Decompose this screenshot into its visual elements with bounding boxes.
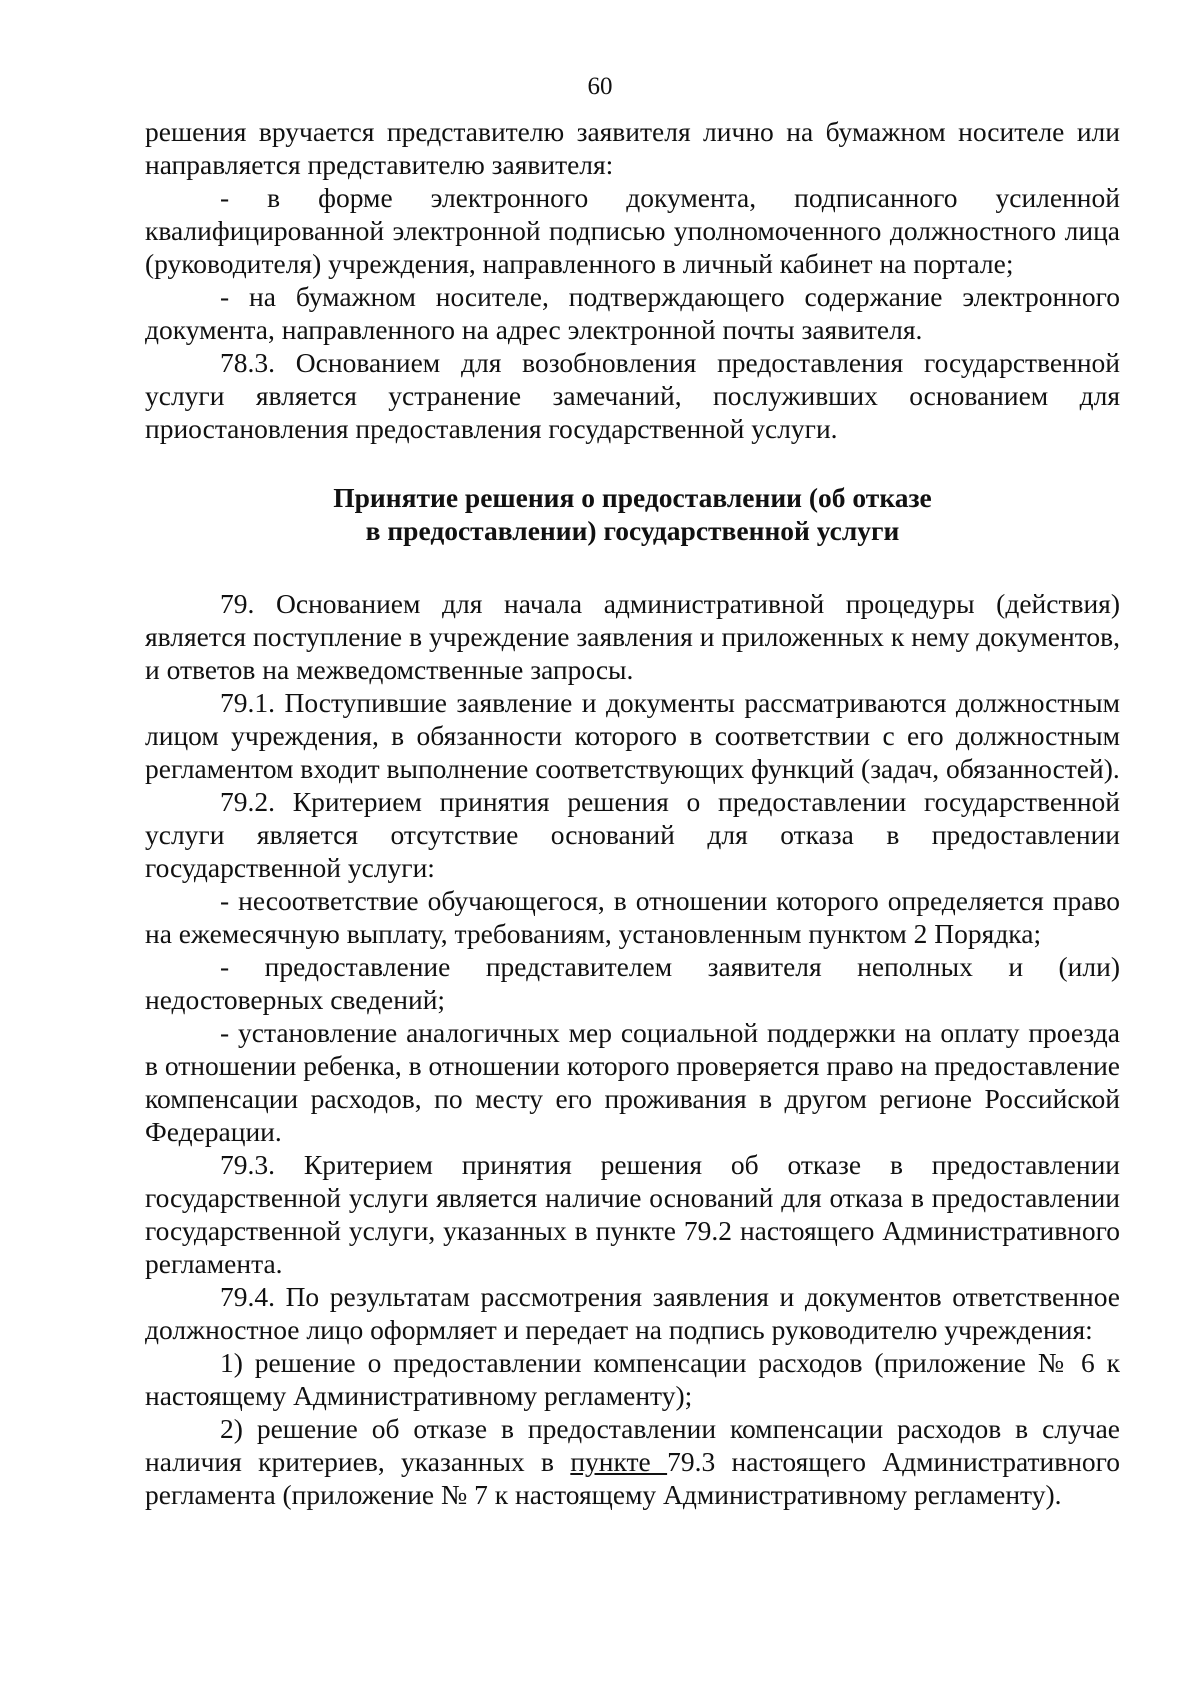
section-heading-line-2: в предоставлении) государственной услуги xyxy=(365,515,900,546)
paragraph-79-3: 79.3. Критерием принятия решения об отказе в предоставлении государственной услуги является наличие оснований для отказа в предоставлении государственной услуги, указанных в пункте 79.2 настоящего Административного регламента. xyxy=(145,1149,1120,1279)
section-heading-line-1: Принятие решения о предоставлении (об отказе xyxy=(333,482,932,513)
paragraph-79-4: 79.4. По результатам рассмотрения заявления и документов ответственное должностное лицо оформляет и передает на подпись руководителю учреждения: xyxy=(145,1281,1120,1345)
paragraph-bullet-paper: - на бумажном носителе, подтверждающего содержание электронного документа, направленного на адрес электронной почты заявителя. xyxy=(145,281,1120,345)
paragraph-item-2-text-before: 2) решение об отказе в предоставлении компенсации расходов в случае наличия критериев, указанных в xyxy=(145,1413,1120,1477)
paragraph-79: 79. Основанием для начала административной процедуры (действия) является поступление в учреждение заявления и приложенных к нему документов, и ответов на межведомственные запросы. xyxy=(145,588,1120,685)
paragraph-79-1: 79.1. Поступившие заявление и документы рассматриваются должностным лицом учреждения, в обязанности которого в соответствии с его должностным регламентом входит выполнение соответствующих функций (задач, обязанностей). xyxy=(145,687,1120,784)
document-body xyxy=(145,115,1120,1511)
paragraph-79-2: 79.2. Критерием принятия решения о предоставлении государственной услуги является отсутствие оснований для отказа в предоставлении государственной услуги: xyxy=(145,786,1120,883)
paragraph-continuation: решения вручается представителю заявителя лично на бумажном носителе или направляется представителю заявителя: xyxy=(145,116,1120,180)
page-number: 60 xyxy=(587,73,613,100)
paragraph-bullet-nonconformity: - несоответствие обучающегося, в отношении которого определяется право на ежемесячную выплату, требованиям, установленным пунктом 2 Порядка; xyxy=(145,885,1120,949)
section-heading xyxy=(145,481,1120,547)
paragraph-item-2 xyxy=(145,1412,1120,1511)
paragraph-item-1: 1) решение о предоставлении компенсации расходов (приложение № 6 к настоящему Административному регламенту); xyxy=(145,1347,1120,1411)
paragraph-bullet-incomplete: - предоставление представителем заявителя неполных и (или) недостоверных сведений; xyxy=(145,951,1120,1015)
clause-reference-link[interactable]: пункте xyxy=(570,1446,668,1477)
paragraph-bullet-analogous-measures: - установление аналогичных мер социальной поддержки на оплату проезда в отношении ребенка, в отношении которого проверяется право на предоставление компенсации расходов, по месту его проживания в другом регионе Российской Федерации. xyxy=(145,1017,1120,1147)
paragraph-bullet-electronic: - в форме электронного документа, подписанного усиленной квалифицированной электронной подписью уполномоченного должностного лица (руководителя) учреждения, направленного в личный кабинет на портале; xyxy=(145,182,1120,279)
paragraph-78-3: 78.3. Основанием для возобновления предоставления государственной услуги является устранение замечаний, послуживших основанием для приостановления предоставления государственной услуги. xyxy=(145,347,1120,444)
paragraph-item-2-text-after: 79.3 настоящего Административного регламента (приложение № 7 к настоящему Административному регламенту). xyxy=(145,1446,1121,1510)
